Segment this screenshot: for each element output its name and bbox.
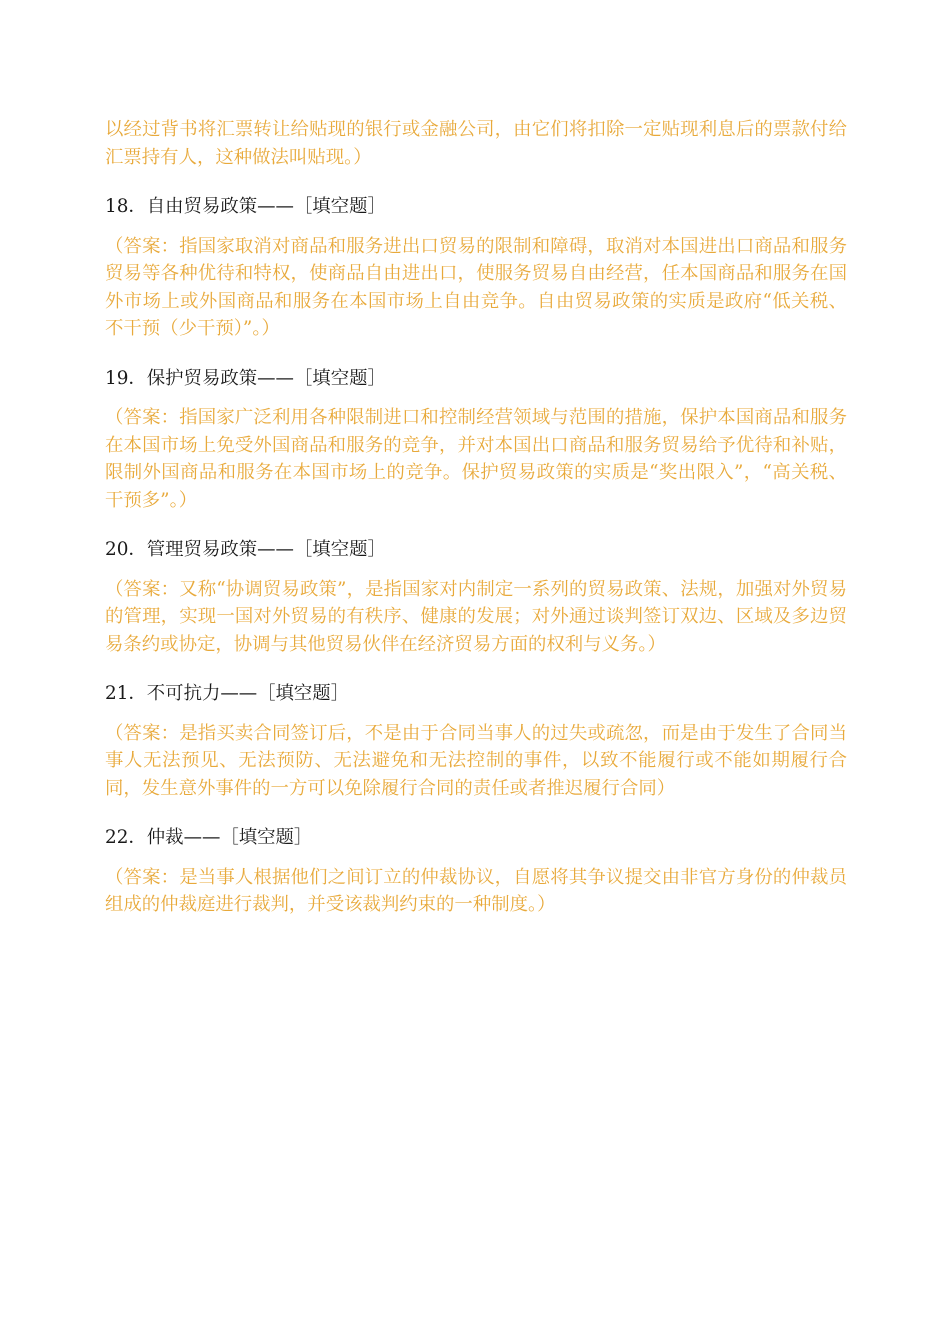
answer-19: （答案：指国家广泛利用各种限制进口和控制经营领域与范围的措施，保护本国商品和服务在本国市场上免受外国商品和服务的竞争，并对本国出口商品和服务贸易给予优待和补贴，限制外国商品和服务在本国市场上的竞争。保护贸易政策的实质是“奖出限入”，“高关税、干预多”。） — [105, 407, 847, 511]
continued-answer-text: 以经过背书将汇票转让给贴现的银行或金融公司，由它们将扣除一定贴现利息后的票款付给汇票持有人，这种做法叫贴现。） — [105, 119, 847, 168]
answer-20: （答案：又称“协调贸易政策”，是指国家对内制定一系列的贸易政策、法规，加强对外贸易的管理，实现一国对外贸易的有秩序、健康的发展；对外通过谈判签订双边、区域及多边贸易条约或协定，协调与其他贸易伙伴在经济贸易方面的权利与义务。） — [105, 578, 847, 655]
answer-21: （答案：是指买卖合同签订后，不是由于合同当事人的过失或疏忽，而是由于发生了合同当事人无法预见、无法预防、无法避免和无法控制的事件，以致不能履行或不能如期履行合同，发生意外事件的一方可以免除履行合同的责任或者推迟履行合同） — [105, 722, 847, 799]
question-19: 19．保护贸易政策——［填空题］ — [105, 367, 386, 389]
answer-22: （答案：是当事人根据他们之间订立的仲裁协议，自愿将其争议提交由非官方身份的仲裁员组成的仲裁庭进行裁判，并受该裁判约束的一种制度。） — [105, 866, 847, 915]
question-22: 22．仲裁——［填空题］ — [105, 827, 313, 848]
question-18: 18．自由贸易政策——［填空题］ — [105, 196, 386, 217]
question-21: 21．不可抗力——［填空题］ — [105, 683, 350, 704]
answer-18: （答案：指国家取消对商品和服务进出口贸易的限制和障碍，取消对本国进出口商品和服务贸易等各种优待和特权，使商品自由进出口，使服务贸易自由经营，任本国商品和服务在国外市场上或外国商品和服务在本国市场上自由竞争。自由贸易政策的实质是政府“低关税、不干预（少干预）”。） — [105, 235, 847, 339]
document-page — [105, 116, 847, 919]
question-20: 20．管理贸易政策——［填空题］ — [105, 539, 386, 560]
